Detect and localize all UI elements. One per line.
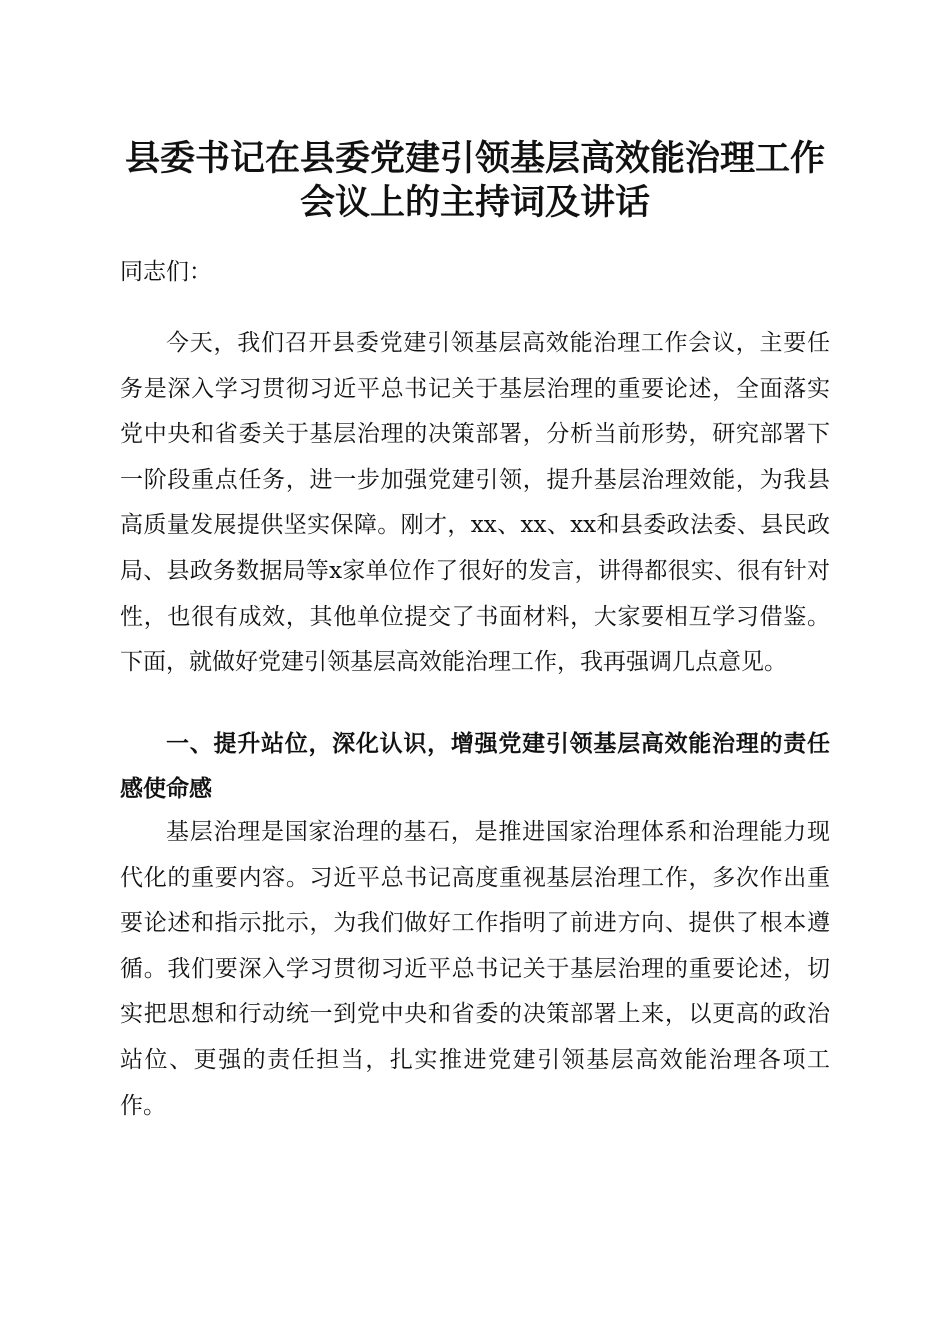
section-heading-1: 一、提升站位，深化认识，增强党建引领基层高效能治理的责任感使命感 (120, 731, 830, 802)
salutation: 同志们： (120, 259, 212, 285)
paragraph-section-1: 基层治理是国家治理的基石，是推进国家治理体系和治理能力现代化的重要内容。习近平总书记高度重视基层治理工作，多次作出重要论述和指示批示，为我们做好工作指明了前进方向、提供了根本遵循。我们要深入学习贯彻习近平总书记关于基层治理的重要论述，切实把思想和行动统一到党中央和省委的决策部署上来，以更高的政治站位、更强的责任担当，扎实推进党建引领基层高效能治理各项工作。 (120, 819, 830, 1119)
document-title-line-2: 会议上的主持词及讲话 (299, 182, 650, 223)
document-title-line-1: 县委书记在县委党建引领基层高效能治理工作 (124, 138, 825, 179)
paragraph-opening: 今天，我们召开县委党建引领基层高效能治理工作会议，主要任务是深入学习贯彻习近平总书记关于基层治理的重要论述，全面落实党中央和省委关于基层治理的决策部署，分析当前形势，研究部署下一阶段重点任务，进一步加强党建引领，提升基层治理效能，为我县高质量发展提供坚实保障。刚才，xx、xx、xx和县委政法委、县民政局、县政务数据局等x家单位作了很好的发言，讲得都很实、很有针对性，也很有成效，其他单位提交了书面材料，大家要相互学习借鉴。下面，就做好党建引领基层高效能治理工作，我再强调几点意见。 (120, 330, 830, 676)
